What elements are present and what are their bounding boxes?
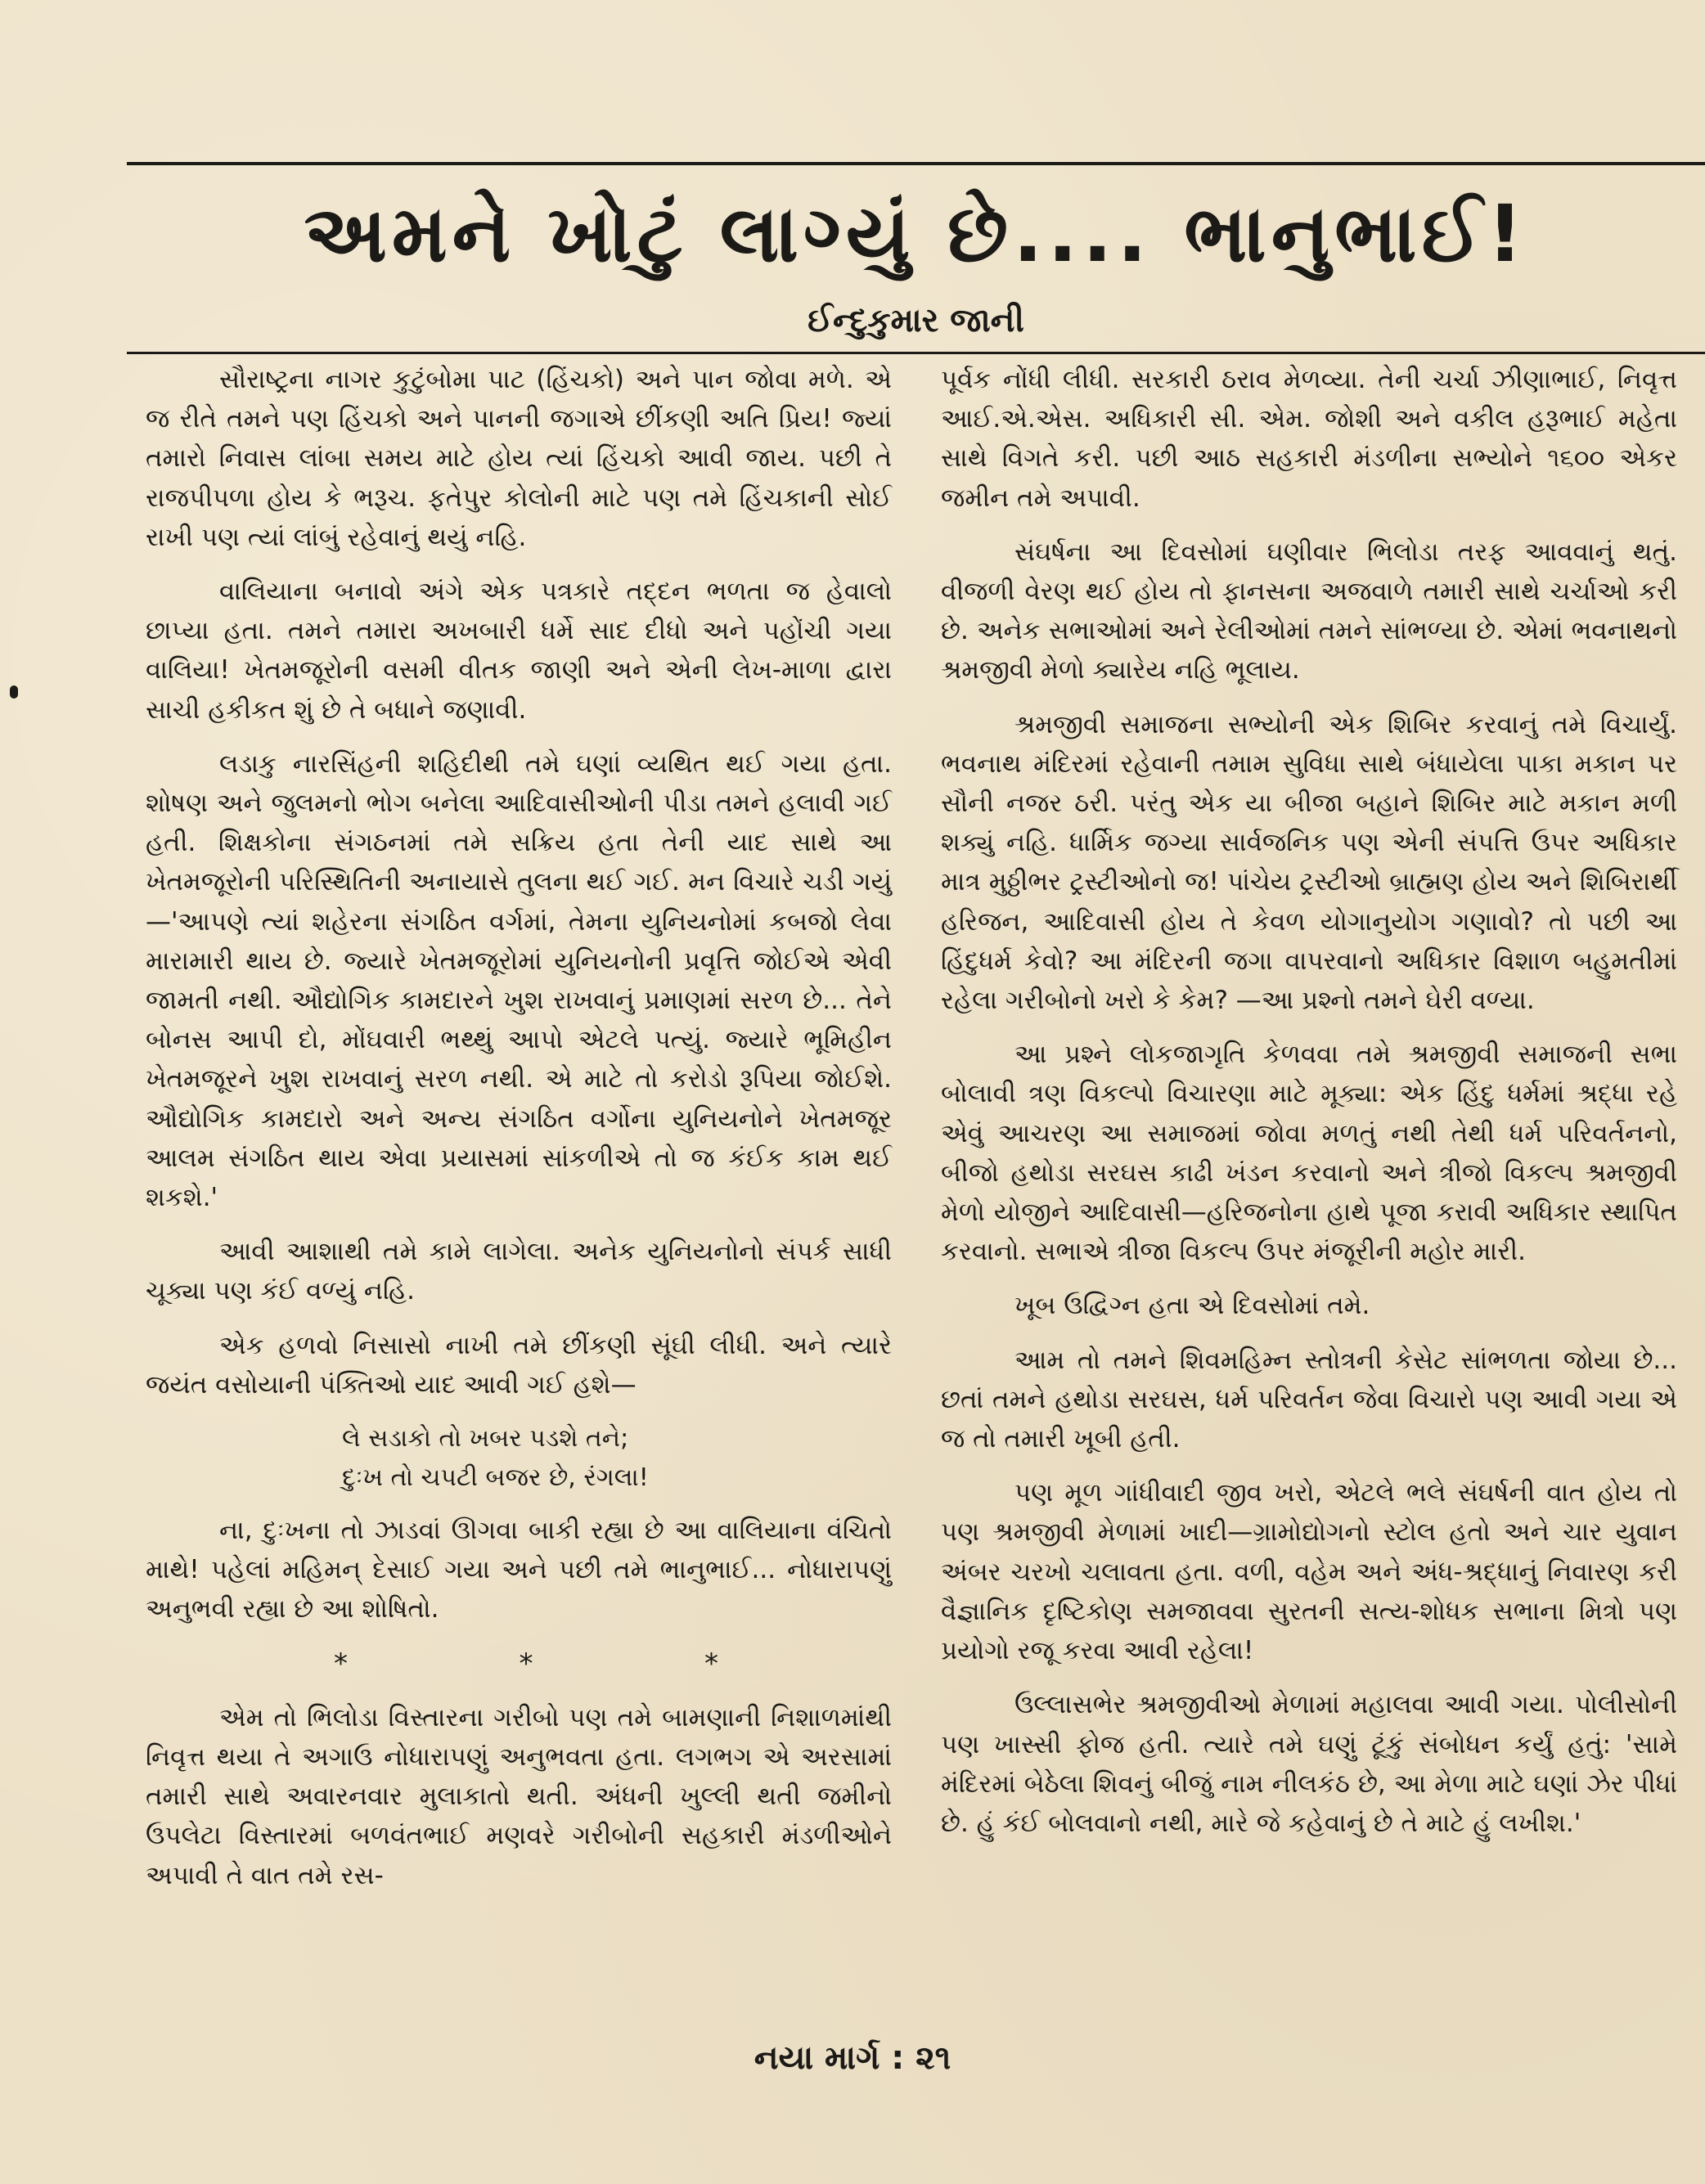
paragraph: પૂર્વક નોંધી લીધી. સરકારી ઠરાવ મેળવ્યા. તેની ચર્ચા ઝીણાભાઈ, નિવૃત્ત આઈ.એ.એસ. અધિકારી સી. એમ. જોશી અને વકીલ હરૂભાઈ મહેતા સાથે વિગતે કરી. પછી આઠ સહકારી મંડળીના સભ્યોને ૧૬૦૦ એકર જમીન તમે અપાવી. — [941, 365, 1677, 513]
paragraph: ખૂબ ઉદ્વિગ્ન હતા એ દિવસોમાં તમે. — [1014, 1291, 1370, 1321]
page-footer: નયા માર્ગ : ૨૧ — [754, 2039, 951, 2077]
paragraph: પણ મૂળ ગાંધીવાદી જીવ ખરો, એટલે ભલે સંઘર્ષની વાત હોય તો પણ શ્રમજીવી મેળામાં ખાદી—ગ્રામોદ્યોગનો સ્ટોલ હતો અને ચાર યુવાન અંબર ચરખો ચલાવતા હતા. વળી, વહેમ અને અંધ-શ્રદ્ધાનું નિવારણ કરી વૈજ્ઞાનિક દૃષ્ટિકોણ સમજાવવા સુરતની સત્ય-શોધક સભાના મિત્રો પણ પ્રયોગો રજૂ કરવા આવી રહેલા! — [941, 1478, 1677, 1666]
separator-star: * — [519, 1647, 533, 1680]
paragraph: એમ તો ભિલોડા વિસ્તારના ગરીબો પણ તમે બામણાની નિશાળમાંથી નિવૃત્ત થયા તે અગાઉ નોધારાપણું અનુભવતા હતા. લગભગ એ અરસામાં તમારી સાથે અવારનવાર મુલાકાતો થતી. અંધની ખુલ્લી થતી જમીનો ઉપલેટા વિસ્તારમાં બળવંતભાઈ મણવરે ગરીબોની સહકારી મંડળીઓને અપાવી તે વાત તમે રસ- — [146, 1702, 892, 1890]
separator-star: * — [704, 1647, 718, 1680]
paragraph: વાલિયાના બનાવો અંગે એક પત્રકારે તદ્દન ભળતા જ હેવાલો છાપ્યા હતા. તમને તમારા અખબારી ધર્મે સાદ દીધો અને પહોંચી ગયા વાલિયા! ખેતમજૂરોની વસમી વીતક જાણી અને એની લેખ-માળા દ્વારા સાચી હકીકત શું છે તે બધાને જણાવી. — [146, 577, 892, 725]
paragraph: આમ તો તમને શિવમહિમ્ન સ્તોત્રની કેસેટ સાંભળતા જોયા છે... છતાં તમને હથોડા સરઘસ, ધર્મ પરિવર્તન જેવા વિચારો પણ આવી ગયા એ જ તો તમારી ખૂબી હતી. — [941, 1345, 1677, 1454]
margin-mark — [10, 685, 18, 699]
poem-quote — [146, 1419, 892, 1498]
right-column — [941, 360, 1677, 1858]
paragraph: સૌરાષ્ટ્રના નાગર કુટુંબોમા પાટ (હિંચકો) અને પાન જોવા મળે. એ જ રીતે તમને પણ હિંચકો અને પાનની જગાએ છીંકણી અતિ પ્રિય! જ્યાં તમારો નિવાસ લાંબા સમય માટે હોય ત્યાં હિંચકો આવી જાય. પછી તે રાજપીપળા હોય કે ભરૂચ. ફતેપુર કોલોની માટે પણ તમે હિંચકાની સોઈ રાખી પણ ત્યાં લાંબું રહેવાનું થયું નહિ. — [146, 365, 892, 552]
author-byline: ઈન્દુકુમાર જાની — [808, 302, 1024, 339]
paragraph: ના, દુઃખના તો ઝાડવાં ઊગવા બાકી રહ્યા છે આ વાલિયાના વંચિતો માથે! પહેલાં મહિમન્ દેસાઈ ગયા અને પછી તમે ભાનુભાઈ... નોધારાપણું અનુભવી રહ્યા છે આ શોષિતો. — [146, 1516, 892, 1625]
article-title: અમને ખોટું લાગ્યું છે.... ભાનુભાઈ! — [304, 188, 1528, 280]
paragraph: આવી આશાથી તમે કામે લાગેલા. અનેક યુનિયનોનો સંપર્ક સાધી ચૂક્યા પણ કંઈ વળ્યું નહિ. — [146, 1237, 892, 1306]
paragraph: લડાકુ નારસિંહની શહિદીથી તમે ઘણાં વ્યથિત થઈ ગયા હતા. શોષણ અને જુલમનો ભોગ બનેલા આદિવાસીઓની પીડા તમને હલાવી ગઈ હતી. શિક્ષકોના સંગઠનમાં તમે સક્રિય હતા તેની યાદ સાથે આ ખેતમજૂરોની પરિસ્થિતિની અનાયાસે તુલના થઈ ગઈ. મન વિચારે ચડી ગયું—'આપણે ત્યાં શહેરના સંગઠિત વર્ગમાં, તેમના યુનિયનોમાં કબજો લેવા મારામારી થાય છે. જ્યારે ખેતમજૂરોમાં યુનિયનોની પ્રવૃત્તિ જોઈએ એવી જામતી નથી. ઔદ્યોગિક કામદારને ખુશ રાખવાનું પ્રમાણમાં સરળ છે... તેને બોનસ આપી દો, મોંઘવારી ભથ્થું આપો એટલે પત્યું. જ્યારે ભૂમિહીન ખેતમજૂરને ખુશ રાખવાનું સરળ નથી. એ માટે તો કરોડો રૂપિયા જોઈશે. ઔદ્યોગિક કામદારો અને અન્ય સંગઠિત વર્ગોના યુનિયનોને ખેતમજૂર આલમ સંગઠિત થાય એવા પ્રયાસમાં સાંકળીએ તો જ કંઈક કામ થઈ શકશે.' — [146, 748, 892, 1213]
poem-line: લે સડાકો તો ખબર પડશે તને; — [342, 1424, 629, 1454]
paragraph: એક હળવો નિસાસો નાખી તમે છીંકણી સૂંઘી લીધી. અને ત્યારે જયંત વસોયાની પંક્તિઓ યાદ આવી ગઈ હશે— — [146, 1330, 892, 1400]
poem-line: દુઃખ તો ચપટી બજર છે, રંગલા! — [342, 1463, 649, 1493]
paragraph: શ્રમજીવી સમાજના સભ્યોની એક શિબિર કરવાનું તમે વિચાર્યું. ભવનાથ મંદિરમાં રહેવાની તમામ સુવિધા સાથે બંધાયેલા પાકા મકાન પર સૌની નજર ઠરી. પરંતુ એક યા બીજા બહાને શિબિર માટે મકાન મળી શક્યું નહિ. ધાર્મિક જગ્યા સાર્વજનિક પણ એની સંપત્તિ ઉપર અધિકાર માત્ર મુઠ્ઠીભર ટ્રસ્ટીઓનો જ! પાંચેય ટ્રસ્ટીઓ બ્રાહ્મણ હોય અને શિબિરાર્થી હરિજન, આદિવાસી હોય તે કેવળ યોગાનુયોગ ગણાવો? તો પછી આ હિંદુધર્મ કેવો? આ મંદિરની જગા વાપરવાનો અધિકાર વિશાળ બહુમતીમાં રહેલા ગરીબોનો ખરો કે કેમ? —આ પ્રશ્નો તમને ઘેરી વળ્યા. — [941, 709, 1677, 1016]
header-rule — [127, 352, 1705, 354]
left-column — [146, 360, 892, 1910]
section-separator — [334, 1644, 718, 1683]
paragraph: સંઘર્ષના આ દિવસોમાં ઘણીવાર ભિલોડા તરફ આવવાનું થતું. વીજળી વેરણ થઈ હોય તો ફાનસના અજવાળે તમારી સાથે ચર્ચાઓ કરી છે. અનેક સભાઓમાં અને રેલીઓમાં તમને સાંભળ્યા છે. એમાં ભવનાથનો શ્રમજીવી મેળો ક્યારેય નહિ ભૂલાય. — [941, 537, 1677, 685]
top-rule — [127, 162, 1705, 165]
paragraph: ઉલ્લાસભેર શ્રમજીવીઓ મેળામાં મહાલવા આવી ગયા. પોલીસોની પણ ખાસ્સી ફોજ હતી. ત્યારે તમે ઘણું ટૂંકું સંબોધન કર્યું હતું: 'સામે મંદિરમાં બેઠેલા શિવનું બીજું નામ નીલકંઠ છે, આ મેળા માટે ઘણાં ઝેર પીધાં છે. હું કંઈ બોલવાનો નથી, મારે જે કહેવાનું છે તે માટે હું લખીશ.' — [941, 1690, 1677, 1838]
paragraph: આ પ્રશ્ને લોકજાગૃતિ કેળવવા તમે શ્રમજીવી સમાજની સભા બોલાવી ત્રણ વિકલ્પો વિચારણા માટે મૂક્યા: એક હિંદુ ધર્મમાં શ્રદ્ધા રહે એવું આચરણ આ સમાજમાં જોવા મળતું નથી તેથી ધર્મ પરિવર્તનનો, બીજો હથોડા સરઘસ કાઢી ખંડન કરવાનો અને ત્રીજો વિકલ્પ શ્રમજીવી મેળો યોજીને આદિવાસી—હરિજનોના હાથે પૂજા કરાવી અધિકાર સ્થાપિત કરવાનો. સભાએ ત્રીજા વિકલ્પ ઉપર મંજૂરીની મહોર મારી. — [941, 1040, 1677, 1267]
separator-star: * — [334, 1647, 348, 1680]
